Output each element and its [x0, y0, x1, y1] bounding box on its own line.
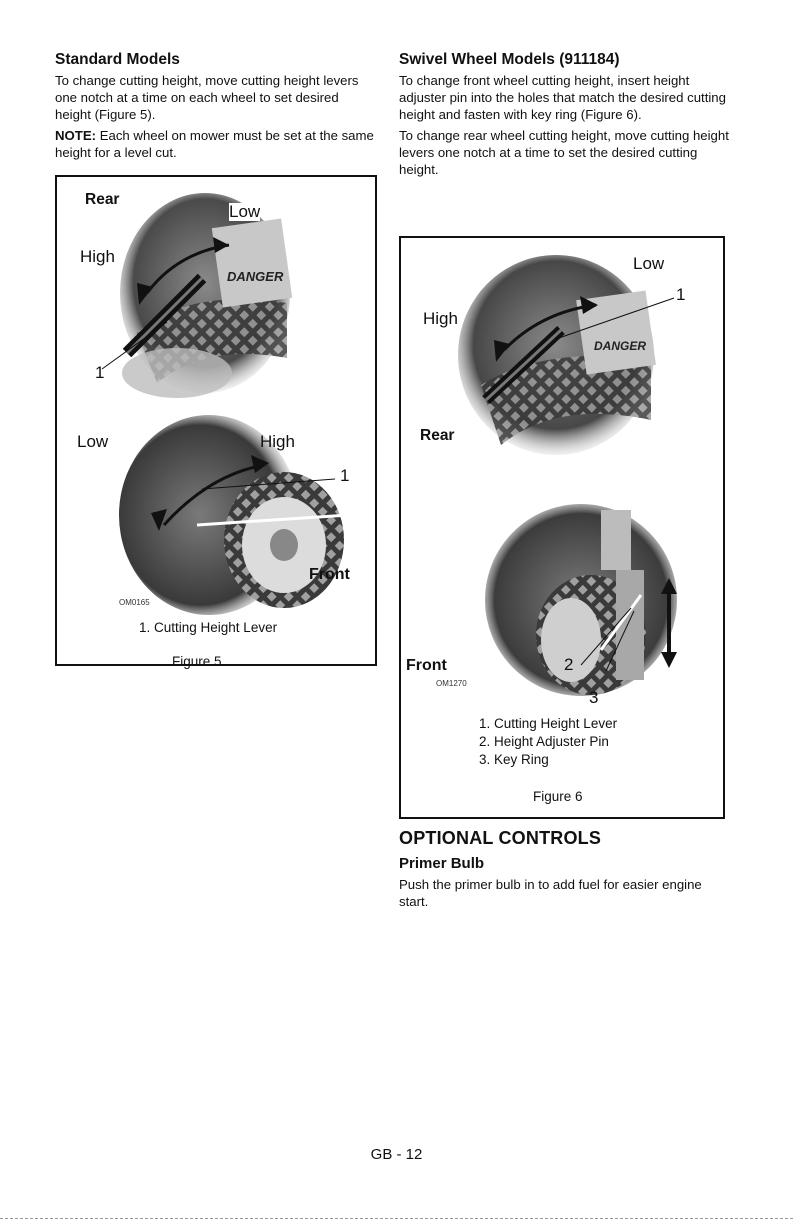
fig6-callout-3: 3 [589, 688, 599, 707]
legend-item: 1. Cutting Height Lever [139, 620, 278, 635]
fig5-front-label: Front [309, 566, 350, 583]
left-column [55, 50, 377, 165]
fig5-high-bottom-label: High [260, 432, 295, 451]
fig6-rear-label: Rear [420, 427, 455, 444]
fig5-legend [139, 619, 277, 637]
swivel-paragraph-2: To change rear wheel cutting height, move cutting height levers one notch at a time to set the desired cutting height. [399, 128, 729, 177]
fig5-code: OM0165 [119, 598, 150, 607]
right-column [399, 50, 729, 182]
note-text: Each wheel on mower must be set at the same height for a level cut. [55, 128, 374, 160]
primer-bulb-paragraph: Push the primer bulb in to add fuel for easier engine start. [399, 877, 702, 909]
swivel-models-heading: Swivel Wheel Models (911184) [399, 51, 620, 68]
callout-line [97, 317, 177, 377]
optional-controls-heading: OPTIONAL CONTROLS [399, 828, 602, 848]
fig6-code: OM1270 [436, 679, 467, 688]
fig6-high-label: High [423, 309, 458, 328]
fig5-low-bottom-label: Low [77, 432, 109, 451]
callout-line [197, 473, 337, 493]
fig5-high-top-label: High [80, 247, 115, 266]
callout-line [576, 603, 636, 673]
standard-models-paragraph: To change cutting height, move cutting height levers one notch at a time on each wheel to set desired height (Figure 5). [55, 73, 359, 122]
fig5-callout-bottom: 1 [340, 466, 350, 485]
note-paragraph [55, 127, 377, 161]
fig6-callout-1: 1 [676, 285, 686, 304]
danger-decal-text: DANGER [594, 339, 647, 353]
legend-item: 2. Height Adjuster Pin [479, 734, 609, 749]
legend-item: 3. Key Ring [479, 752, 549, 767]
fig5-rear-label: Rear [85, 191, 120, 208]
danger-decal-text: DANGER [227, 269, 284, 284]
fig6-callout-2: 2 [564, 655, 574, 674]
legend-item: 1. Cutting Height Lever [479, 716, 618, 731]
note-label: NOTE: [55, 128, 97, 143]
fig5-caption: Figure 5 [172, 654, 222, 669]
page-number: GB - 12 [370, 1146, 423, 1163]
fig6-front-label: Front [406, 657, 447, 674]
fig5-low-top-label: Low [229, 202, 261, 221]
figure-6 [399, 236, 725, 819]
page-bottom-rule [0, 1218, 793, 1219]
fig5-callout-top: 1 [95, 363, 105, 382]
height-arrow [659, 578, 679, 668]
primer-bulb-heading: Primer Bulb [399, 855, 485, 872]
callout-line [551, 293, 676, 343]
figure-5 [55, 175, 377, 669]
standard-models-heading: Standard Models [55, 51, 180, 68]
fig6-caption: Figure 6 [533, 789, 583, 804]
fig6-legend [479, 715, 617, 769]
fig6-low-label: Low [633, 254, 665, 273]
rear-wheel-photo [456, 250, 656, 465]
optional-controls-section [399, 828, 729, 914]
swivel-paragraph-1: To change front wheel cutting height, insert height adjuster pin into the holes that match the desired cutting height and fasten with key ring (Figure 6). [399, 73, 726, 122]
